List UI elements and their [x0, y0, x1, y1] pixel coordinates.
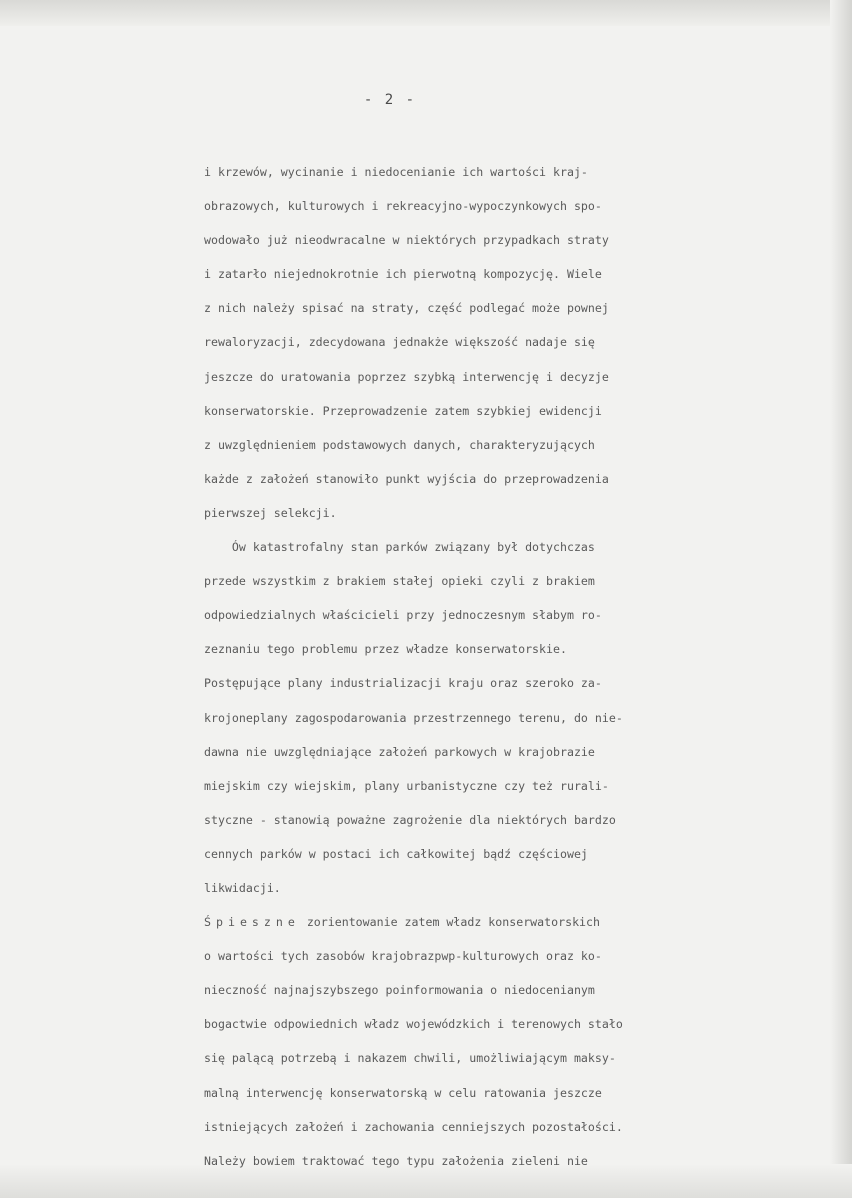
- text-line: cennych parków w postaci ich całkowitej bądź częściowej: [204, 846, 588, 861]
- spaced-line-rest: zorientowanie zatem władz konserwatorskich: [299, 915, 600, 930]
- text-line: bogactwie odpowiednich władz wojewódzkich i terenowych stało: [204, 1017, 623, 1032]
- text-line: obrazowych, kulturowych i rekreacyjno-wypoczynkowych spo-: [204, 199, 602, 214]
- text-line: i zatarło niejednokrotnie ich pierwotną kompozycję. Wiele: [204, 267, 602, 282]
- text-line: malną interwencję konserwatorską w celu ratowania jeszcze: [204, 1085, 602, 1100]
- text-line: odpowiedzialnych właścicieli przy jednoczesnym słabym ro-: [204, 608, 602, 623]
- text-line: każde z założeń stanowiło punkt wyjścia do przeprowadzenia: [204, 471, 609, 486]
- text-line: Ów katastrofalny stan parków związany był dotychczas: [204, 540, 595, 555]
- text-line: z uwzględnieniem podstawowych danych, charakteryzujących: [204, 437, 595, 452]
- text-line: i krzewów, wycinanie i niedocenianie ich wartości kraj-: [204, 165, 588, 179]
- text-line: styczne - stanowią poważne zagrożenie dla niektórych bardzo: [204, 812, 616, 827]
- text-line: nieczność najnajszybszego poinformowania o niedocenianym: [204, 983, 595, 998]
- text-line: pierwszej selekcji.: [204, 505, 337, 520]
- text-line: istniejących założeń i zachowania cenniejszych pozostałości.: [204, 1119, 623, 1134]
- text-line: o wartości tych zasobów krajobrazpwp-kulturowych oraz ko-: [204, 949, 602, 964]
- body-text: [204, 155, 824, 1178]
- scan-edge-right: [830, 0, 852, 1198]
- text-line: Postępujące plany industrializacji kraju oraz szeroko za-: [204, 676, 602, 691]
- text-line: konserwatorskie. Przeprowadzenie zatem szybkiej ewidencji: [204, 403, 602, 418]
- page-number: - 2 -: [363, 92, 417, 108]
- spaced-word: Śpieszne: [204, 915, 300, 930]
- text-line: jeszcze do uratowania poprzez szybką interwencję i decyzje: [204, 369, 609, 384]
- text-line: rewaloryzacji, zdecydowana jednakże większość nadaje się: [204, 335, 595, 350]
- text-line: przede wszystkim z brakiem stałej opieki czyli z brakiem: [204, 574, 595, 589]
- text-line-spaced: [204, 905, 824, 939]
- text-line: likwidacji.: [204, 880, 281, 895]
- text-line: zeznaniu tego problemu przez władze konserwatorskie.: [204, 642, 567, 657]
- text-line: z nich należy spisać na straty, część podlegać może pownej: [204, 301, 609, 316]
- text-line: dawna nie uwzględniające założeń parkowych w krajobrazie: [204, 744, 595, 759]
- text-line: krojoneplany zagospodarowania przestrzennego terenu, do nie-: [204, 710, 623, 725]
- text-line: wodowało już nieodwracalne w niektórych przypadkach straty: [204, 233, 609, 248]
- text-line: się palącą potrzebą i nakazem chwili, umożliwiającym maksy-: [204, 1051, 616, 1066]
- scan-edge-top: [0, 0, 852, 26]
- text-line: Należy bowiem traktować tego typu założenia zieleni nie: [204, 1153, 588, 1168]
- text-line: miejskim czy wiejskim, plany urbanistyczne czy też rurali-: [204, 778, 609, 793]
